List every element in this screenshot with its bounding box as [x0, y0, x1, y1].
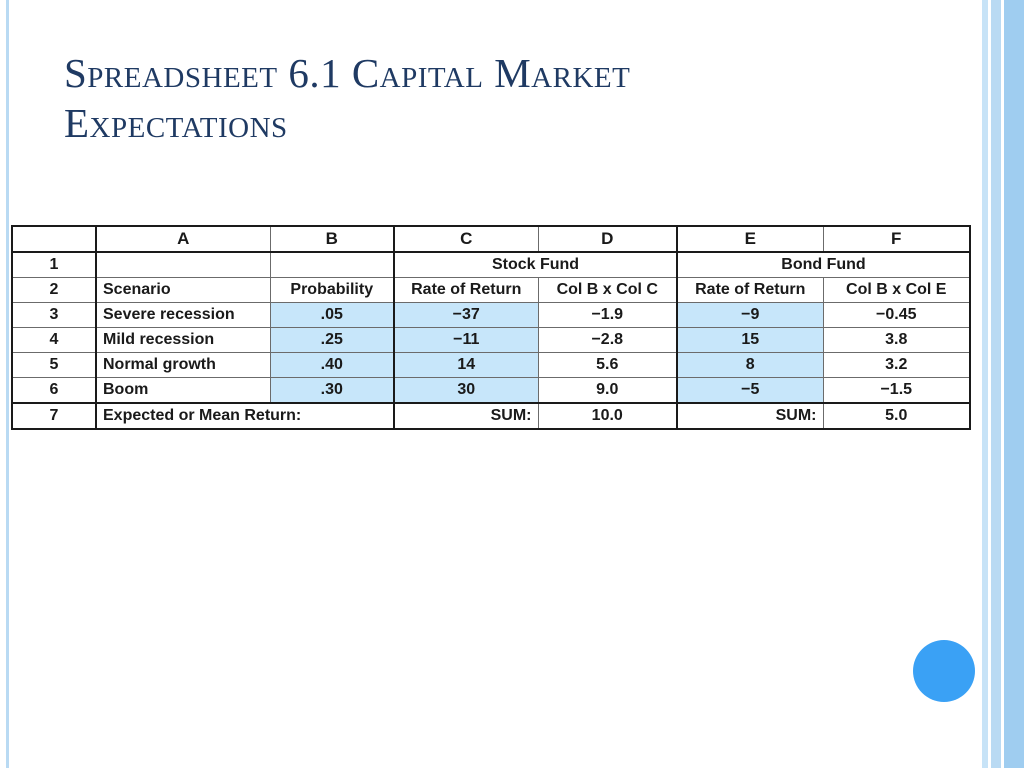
scenario-cell: Normal growth [96, 353, 270, 378]
probability-cell: .05 [270, 303, 394, 328]
bond-return-cell: 15 [677, 328, 823, 353]
col-letter-b: B [270, 226, 394, 252]
column-letter-row [12, 226, 970, 252]
row-number: 2 [12, 278, 96, 303]
bond-sum-label: SUM: [677, 403, 823, 429]
sheet-row-3 [12, 303, 970, 328]
bond-return-cell: −5 [677, 378, 823, 404]
sheet-row-7 [12, 403, 970, 429]
expected-return-label: Expected or Mean Return: [96, 403, 394, 429]
stock-product-cell: −2.8 [538, 328, 677, 353]
header-bond-rate: Rate of Return [677, 278, 823, 303]
row-number: 1 [12, 252, 96, 278]
col-letter-e: E [677, 226, 823, 252]
row-number: 5 [12, 353, 96, 378]
row-number: 6 [12, 378, 96, 404]
stock-sum-value: 10.0 [538, 403, 677, 429]
scenario-cell: Boom [96, 378, 270, 404]
sheet-row-5 [12, 353, 970, 378]
sheet-row-4 [12, 328, 970, 353]
col-letter-f: F [823, 226, 970, 252]
stock-product-cell: 9.0 [538, 378, 677, 404]
right-decorative-stripes [982, 0, 1024, 768]
slide-title [64, 48, 924, 148]
cell-a1 [96, 252, 270, 278]
row-number: 3 [12, 303, 96, 328]
col-letter-d: D [538, 226, 677, 252]
corner-cell [12, 226, 96, 252]
scenario-cell: Mild recession [96, 328, 270, 353]
bond-product-cell: 3.8 [823, 328, 970, 353]
stock-product-cell: −1.9 [538, 303, 677, 328]
header-scenario: Scenario [96, 278, 270, 303]
bond-fund-header: Bond Fund [677, 252, 970, 278]
slide-title-line2: Expectations [64, 100, 288, 146]
sheet-row-2 [12, 278, 970, 303]
row-number: 7 [12, 403, 96, 429]
stock-return-cell: −37 [394, 303, 538, 328]
header-stock-rate: Rate of Return [394, 278, 538, 303]
stock-product-cell: 5.6 [538, 353, 677, 378]
left-border-rule [6, 0, 9, 768]
probability-cell: .30 [270, 378, 394, 404]
header-bond-product: Col B x Col E [823, 278, 970, 303]
stock-fund-header: Stock Fund [394, 252, 677, 278]
decorative-circle [913, 640, 975, 702]
stock-sum-label: SUM: [394, 403, 538, 429]
stock-return-cell: 14 [394, 353, 538, 378]
bond-product-cell: −1.5 [823, 378, 970, 404]
scenario-cell: Severe recession [96, 303, 270, 328]
header-stock-product: Col B x Col C [538, 278, 677, 303]
sheet-row-6 [12, 378, 970, 404]
bond-product-cell: −0.45 [823, 303, 970, 328]
bond-return-cell: 8 [677, 353, 823, 378]
col-letter-c: C [394, 226, 538, 252]
stock-return-cell: −11 [394, 328, 538, 353]
probability-cell: .40 [270, 353, 394, 378]
spreadsheet-table [11, 225, 971, 430]
header-probability: Probability [270, 278, 394, 303]
bond-sum-value: 5.0 [823, 403, 970, 429]
bond-return-cell: −9 [677, 303, 823, 328]
row-number: 4 [12, 328, 96, 353]
stock-return-cell: 30 [394, 378, 538, 404]
bond-product-cell: 3.2 [823, 353, 970, 378]
probability-cell: .25 [270, 328, 394, 353]
spreadsheet [11, 225, 969, 430]
cell-b1 [270, 252, 394, 278]
col-letter-a: A [96, 226, 270, 252]
sheet-row-1 [12, 252, 970, 278]
slide-title-line1: Spreadsheet 6.1 Capital Market [64, 50, 631, 96]
